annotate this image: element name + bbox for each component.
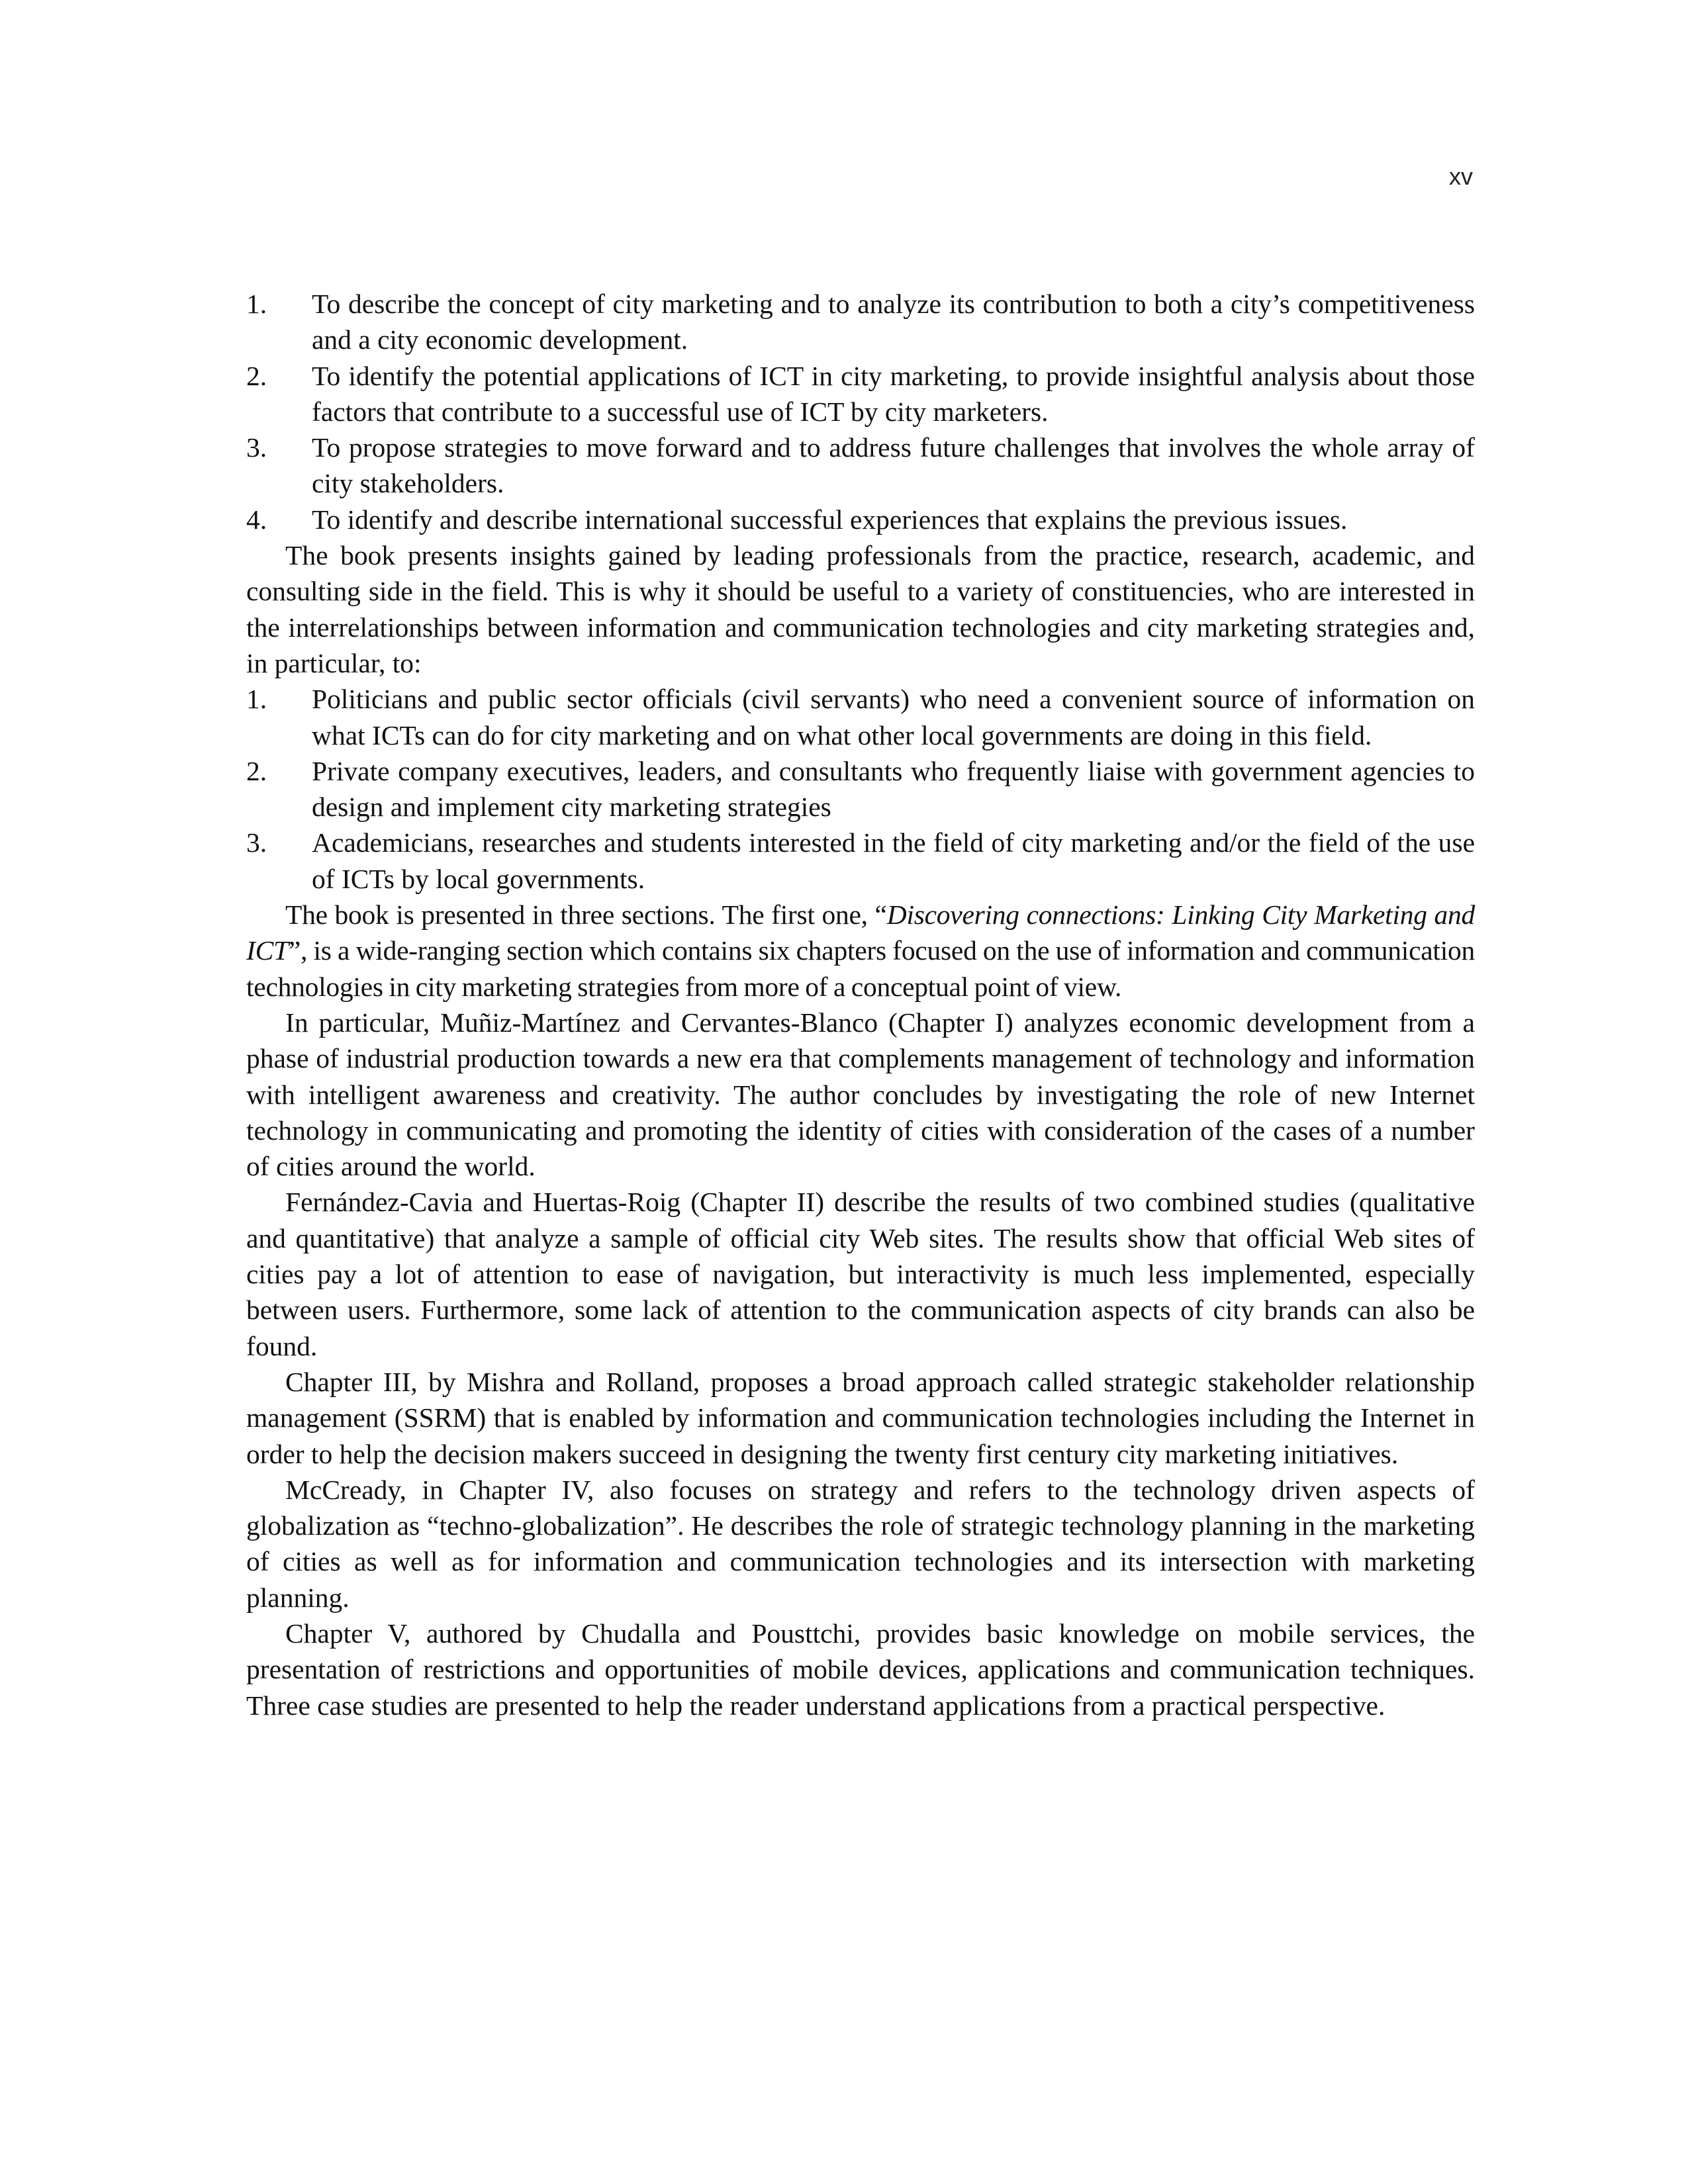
chapter-paragraph: Fernández-Cavia and Huertas-Roig (Chapter II) describe the results of two combined studies (qualitative and quantitative) that analyze a sample of official city Web sites. The results show that official Web sites of cities pay a lot of attention to ease of navigation, but interactivity is much less implemented, especially between users. Furthermore, some lack of attention to the communication aspects of city brands can also be found. [246,1187,1475,1361]
audiences-list [246,681,1475,897]
list-item [246,430,1475,502]
chapter-paragraph: McCready, in Chapter IV, also focuses on strategy and refers to the technology driven aspects of globalization as “techno-globalization”. He describes the role of strategic technology planning in the marketing of cities as well as for information and communication technologies and its intersection with marketing planning. [246,1474,1475,1613]
list-item-text: To identify the potential applications of ICT in city marketing, to provide insightful analysis about those factors that contribute to a successful use of ICT by city marketers. [312,360,1475,427]
list-item-text: Politicians and public sector officials (civil servants) who need a convenient source of information on what ICTs can do for city marketing and on what other local governments are doing in this field. [312,684,1475,751]
sections-text-before: The book is presented in three sections. The first one, “ [285,899,887,931]
page-body [246,286,1475,1723]
list-item [246,358,1475,430]
section-title: Discovering connections: Linking City Marketing and ICT [246,899,1475,966]
list-item [246,753,1475,825]
list-item-text: Private company executives, leaders, and consultants who frequently liaise with government agencies to design and implement city marketing strategies [312,755,1475,823]
list-item-text: Academicians, researches and students interested in the field of city marketing and/or the field of the use of ICTs by local governments. [312,827,1475,894]
objectives-list [246,286,1475,537]
page-number: xv [1449,163,1473,190]
sections-paragraph [246,897,1475,1005]
list-item-number: 1. [246,684,267,715]
sections-text-after: ”, is a wide-ranging section which contains six chapters focused on the use of information and communication technologies in city marketing strategies from more of a conceptual point of view. [246,935,1475,1002]
chapter-paragraph: Chapter III, by Mishra and Rolland, proposes a broad approach called strategic stakeholder relationship management (SSRM) that is enabled by information and communication technologies including the Internet in order to help the decision makers succeed in designing the twenty first century city marketing initiatives. [246,1366,1475,1469]
list-item [246,681,1475,753]
list-item-number: 2. [246,755,267,786]
list-item-text: To propose strategies to move forward and to address future challenges that involves the whole array of city stakeholders. [312,432,1475,499]
list-item-text: To describe the concept of city marketing and to analyze its contribution to both a city’s competitiveness and a city economic development. [312,289,1475,355]
list-item-number: 2. [246,360,267,391]
list-item [246,286,1475,358]
intro-paragraph: The book presents insights gained by leading professionals from the practice, research, academic, and consulting side in the field. This is why it should be useful to a variety of constituencies, who are interested in the interrelationships between information and communication technologies and city marketing strategies and, in particular, to: [246,540,1475,678]
list-item-number: 4. [246,504,267,535]
list-item-number: 3. [246,432,267,463]
list-item-number: 3. [246,827,267,858]
chapter-paragraph: Chapter V, authored by Chudalla and Pousttchi, provides basic knowledge on mobile services, the presentation of restrictions and opportunities of mobile devices, applications and communication techniques. Three case studies are presented to help the reader understand applications from a practical perspective. [246,1617,1475,1721]
list-item [246,825,1475,897]
list-item-text: To identify and describe international successful experiences that explains the previous issues. [312,504,1348,535]
list-item-number: 1. [246,289,267,319]
chapter-paragraph: In particular, Muñiz-Martínez and Cervantes-Blanco (Chapter I) analyzes economic development from a phase of industrial production towards a new era that complements management of technology and information with intelligent awareness and creativity. The author concludes by investigating the role of new Internet technology in communicating and promoting the identity of cities with consideration of the cases of a number of cities around the world. [246,1007,1475,1182]
list-item [246,502,1475,537]
